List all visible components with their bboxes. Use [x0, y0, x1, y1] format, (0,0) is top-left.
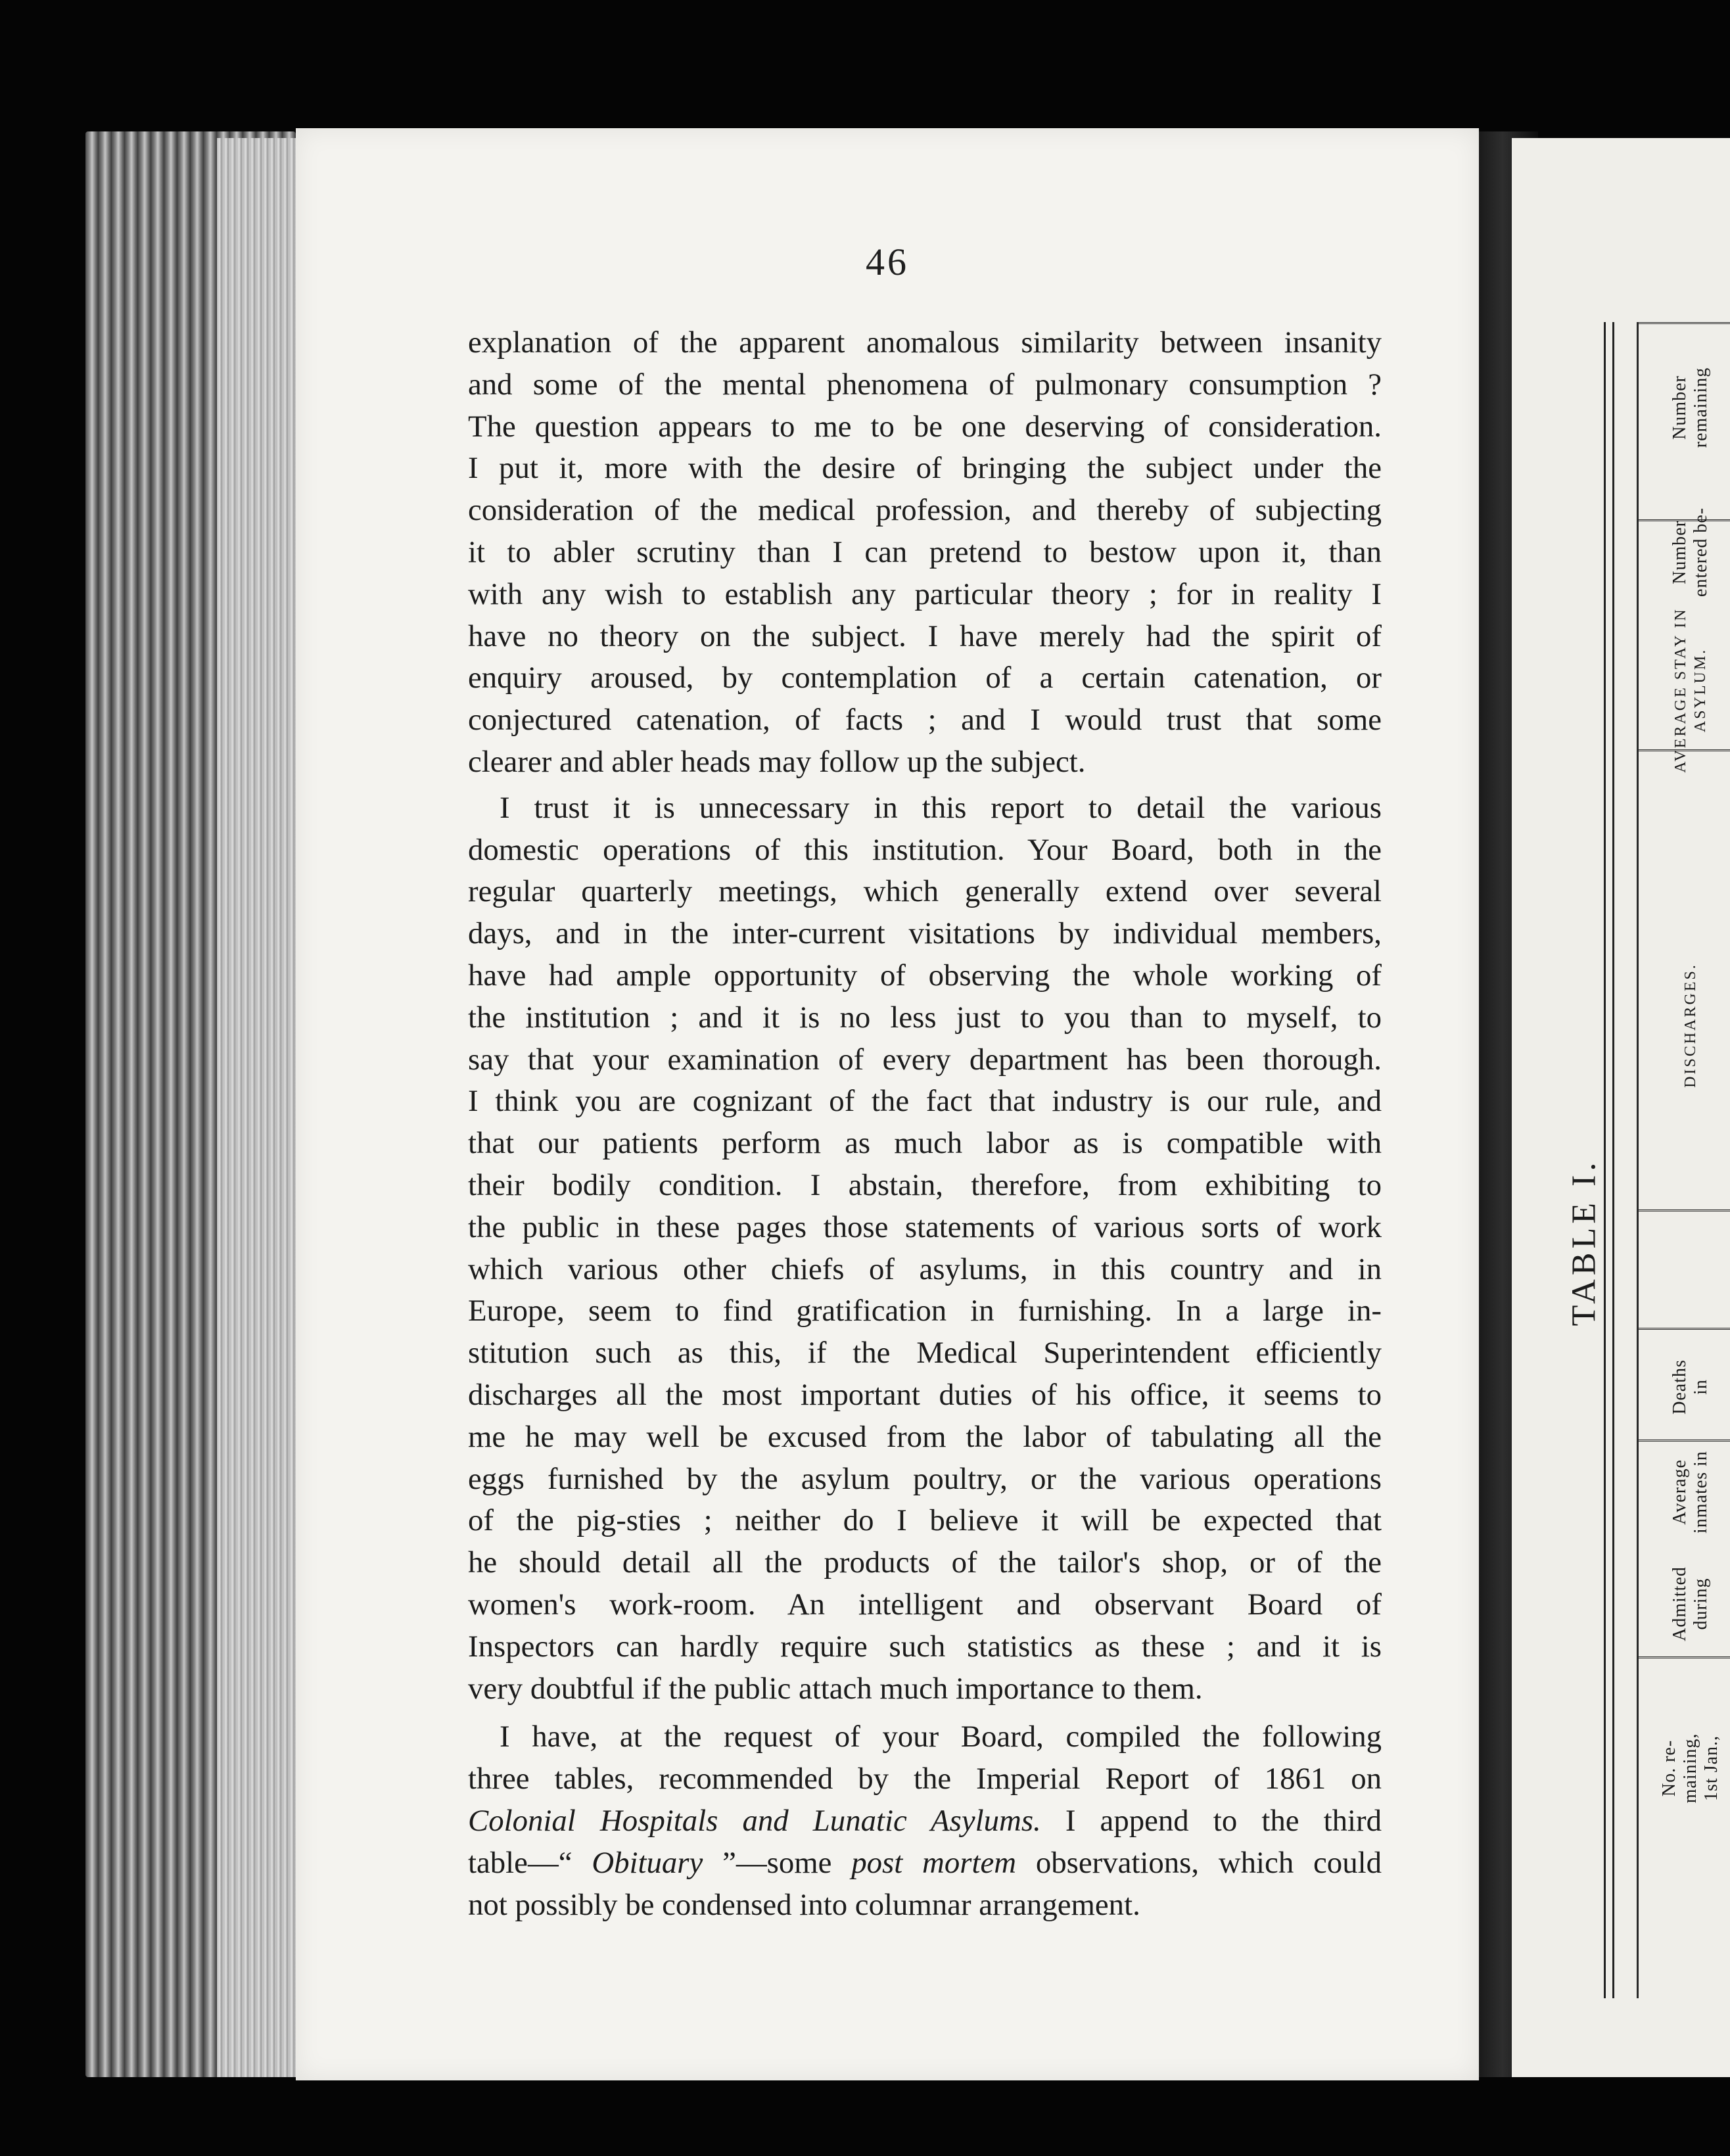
table-column-separator — [1637, 1656, 1730, 1658]
page-number-text: 46 — [866, 241, 909, 283]
text-line: eggs furnished by the asylum poultry, or the various operations — [468, 1461, 1382, 1496]
text-line: and some of the mental phenomena of pulmonary consumption ? — [468, 367, 1382, 402]
text-line: which various other chiefs of asylums, in this country and in — [468, 1252, 1382, 1286]
text-line: women's work-room. An intelligent and observant Board of — [468, 1587, 1382, 1622]
text-line — [468, 1842, 1382, 1885]
text-line: Europe, seem to find gratification in furnishing. In a large in- — [468, 1294, 1382, 1328]
text-line — [468, 1885, 1382, 1927]
text-line: me he may well be excused from the labor of tabulating all the — [468, 1419, 1382, 1454]
text-line: Inspectors can hardly require such statistics as these ; and it is — [468, 1629, 1382, 1664]
text-line: domestic operations of this institution. Your Board, both in the — [468, 832, 1382, 867]
text-line: clearer and abler heads may follow up the subject. — [468, 745, 1086, 779]
text-run: I append to the third — [1040, 1804, 1382, 1838]
table-column-header: Admitted during — [1670, 1566, 1711, 1641]
table-column-separator — [1637, 1328, 1730, 1330]
page-number — [296, 240, 1479, 284]
text-line: their bodily condition. I abstain, therefore, from exhibiting to — [468, 1168, 1382, 1202]
italic-text: Obituary — [592, 1845, 703, 1880]
text-run: ”—some — [703, 1845, 852, 1880]
text-run: observations, which could — [1016, 1845, 1382, 1880]
table-column-header: Number entered be- — [1670, 507, 1711, 598]
text-line: very doubtful if the public attach much importance to them. — [468, 1671, 1203, 1706]
table-column-separator — [1637, 322, 1730, 324]
text-line: consideration of the medical profession, and thereby of subjecting — [468, 493, 1382, 528]
text-line: regular quarterly meetings, which generally extend over several — [468, 874, 1382, 909]
table-column-header: Average inmates in — [1670, 1451, 1711, 1534]
text-line: say that your examination of every department has been thorough. — [468, 1042, 1382, 1077]
text-run: table—“ — [468, 1845, 592, 1880]
text-run: three tables, recommended by the Imperial Report of 1861 on — [468, 1762, 1382, 1796]
table-left-rule — [1604, 322, 1614, 1998]
text-line: explanation of the apparent anomalous similarity between insanity — [468, 325, 1382, 360]
text-line: the public in these pages those statements of various sorts of work — [468, 1209, 1382, 1244]
text-line: with any wish to establish any particular theory ; for in reality I — [468, 576, 1382, 611]
text-line: I put it, more with the desire of bringing the subject under the — [468, 451, 1382, 486]
table-column-header: No. re- maining, 1st Jan., — [1659, 1733, 1721, 1804]
table-header-rule — [1637, 322, 1639, 1998]
text-line: I trust it is unnecessary in this report to detail the various — [500, 790, 1382, 825]
table-column-separator — [1637, 1440, 1730, 1441]
text-line: I think you are cognizant of the fact that industry is our rule, and — [468, 1084, 1382, 1119]
table-column-header: Deaths in — [1670, 1359, 1711, 1415]
text-line: The question appears to me to be one deserving of consideration. — [468, 409, 1382, 444]
text-line: the institution ; and it is no less just to you than to myself, to — [468, 1000, 1382, 1035]
text-line: days, and in the inter-current visitations by individual members, — [468, 916, 1382, 951]
text-line: conjectured catenation, of facts ; and I would trust that some — [468, 703, 1382, 738]
text-line: enquiry aroused, by contemplation of a certain catenation, or — [468, 661, 1382, 695]
italic-text: Colonial Hospitals and Lunatic Asylums. — [468, 1804, 1041, 1838]
text-line: it to abler scrutiny than I can pretend to bestow upon it, than — [468, 535, 1382, 569]
table-column-header: AVERAGE STAY IN ASYLUM. — [1672, 607, 1709, 773]
table-title: TABLE I. — [1565, 1158, 1603, 1326]
text-line — [500, 1716, 1382, 1758]
text-line: that our patients perform as much labor as is compatible with — [468, 1126, 1382, 1161]
text-run: I have, at the request of your Board, compiled the following — [500, 1720, 1382, 1754]
text-line: have no theory on the subject. I have merely had the spirit of — [468, 619, 1382, 653]
text-line — [468, 1800, 1382, 1842]
text-line: he should detail all the products of the tailor's shop, or of the — [468, 1545, 1382, 1580]
book-page-edges-inner — [217, 138, 296, 2077]
text-line: have had ample opportunity of observing the whole working of — [468, 958, 1382, 993]
table-column-separator — [1637, 1209, 1730, 1211]
italic-text: post mortem — [851, 1845, 1017, 1880]
text-line: stitution such as this, if the Medical Superintendent efficiently — [468, 1336, 1382, 1371]
text-run: not possibly be condensed into columnar arrangement. — [468, 1887, 1140, 1922]
text-line: discharges all the most important duties of his office, it seems to — [468, 1378, 1382, 1412]
text-line — [468, 1758, 1382, 1800]
table-column-header: DISCHARGES. — [1682, 963, 1699, 1088]
text-line: of the pig-sties ; neither do I believe it will be expected that — [468, 1503, 1382, 1538]
table-column-header: Number remaining — [1670, 367, 1711, 448]
